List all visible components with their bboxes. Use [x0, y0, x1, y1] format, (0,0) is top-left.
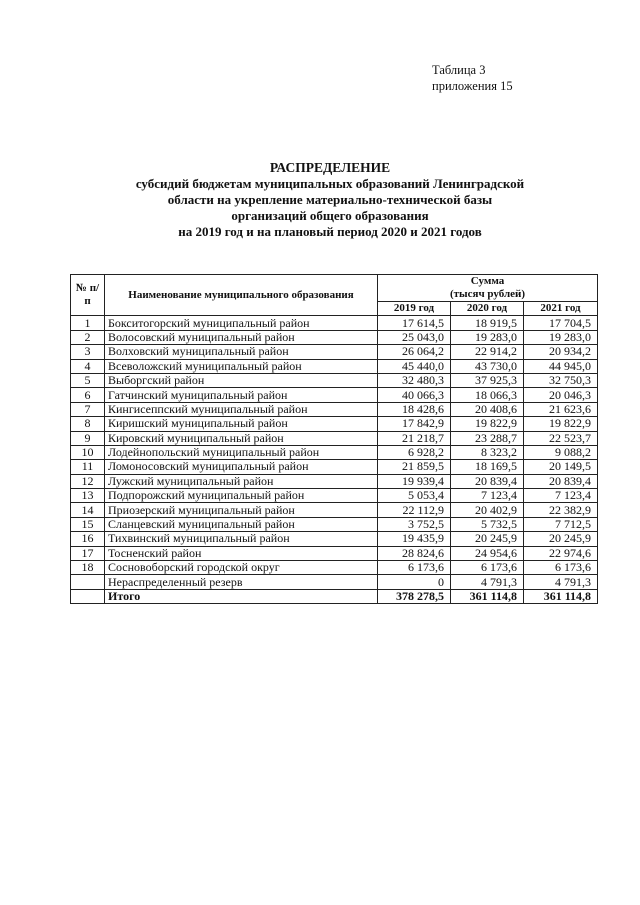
table-row — [71, 503, 598, 517]
amount-2020: 18 169,5 — [451, 460, 524, 474]
table-number: Таблица 3 — [432, 63, 486, 77]
row-number: 9 — [71, 431, 105, 445]
amount-2020: 20 408,6 — [451, 402, 524, 416]
municipality-name: Гатчинский муниципальный район — [105, 388, 378, 402]
amount-2021: 20 839,4 — [524, 474, 598, 488]
amount-2021: 7 123,4 — [524, 489, 598, 503]
heading-line-2: области на укрепление материально-технической базы — [167, 192, 493, 207]
table-row — [71, 561, 598, 575]
amount-2021: 6 173,6 — [524, 561, 598, 575]
heading-line-1: субсидий бюджетам муниципальных образований Ленинградской — [135, 176, 525, 191]
year-header-2021: 2021 год — [524, 302, 598, 316]
amount-2019: 40 066,3 — [378, 388, 451, 402]
municipality-name: Волосовский муниципальный район — [105, 330, 378, 344]
row-number: 18 — [71, 561, 105, 575]
municipality-name: Лодейнопольский муниципальный район — [105, 445, 378, 459]
table-row — [71, 388, 598, 402]
amount-2019: 6 928,2 — [378, 445, 451, 459]
amount-2019: 28 824,6 — [378, 546, 451, 560]
municipality-name: Подпорожский муниципальный район — [105, 489, 378, 503]
amount-2021: 19 283,0 — [524, 330, 598, 344]
table-row — [71, 402, 598, 416]
table-row — [71, 460, 598, 474]
year-header-2019: 2019 год — [378, 302, 451, 316]
amount-2021: 17 704,5 — [524, 316, 598, 330]
row-number: 15 — [71, 517, 105, 531]
appendix-number: приложения 15 — [432, 79, 513, 93]
municipality-name: Киришский муниципальный район — [105, 417, 378, 431]
row-number: 3 — [71, 345, 105, 359]
table-row — [71, 474, 598, 488]
table-row — [71, 546, 598, 560]
amount-2020: 37 925,3 — [451, 373, 524, 387]
amount-2020: 4 791,3 — [451, 575, 524, 589]
column-header-sum — [378, 275, 598, 302]
municipality-name: Ломоносовский муниципальный район — [105, 460, 378, 474]
municipality-name: Бокситогорский муниципальный район — [105, 316, 378, 330]
amount-2019: 21 859,5 — [378, 460, 451, 474]
amount-2019: 18 428,6 — [378, 402, 451, 416]
table-row — [71, 345, 598, 359]
amount-2020: 7 123,4 — [451, 489, 524, 503]
table-row — [71, 373, 598, 387]
amount-2019: 17 614,5 — [378, 316, 451, 330]
table-row — [71, 445, 598, 459]
row-number: 11 — [71, 460, 105, 474]
table-row — [71, 489, 598, 503]
municipality-name: Сосновоборский городской округ — [105, 561, 378, 575]
distribution-table — [70, 274, 598, 604]
municipality-name: Приозерский муниципальный район — [105, 503, 378, 517]
amount-2019: 25 043,0 — [378, 330, 451, 344]
sum-label: Сумма — [470, 275, 505, 287]
municipality-name: Всеволожский муниципальный район — [105, 359, 378, 373]
amount-2019: 5 053,4 — [378, 489, 451, 503]
municipality-name: Выборгский район — [105, 373, 378, 387]
amount-2020: 8 323,2 — [451, 445, 524, 459]
amount-2021: 4 791,3 — [524, 575, 598, 589]
amount-2020: 20 839,4 — [451, 474, 524, 488]
amount-2021: 21 623,6 — [524, 402, 598, 416]
amount-2019: 21 218,7 — [378, 431, 451, 445]
table-reference — [432, 62, 513, 94]
row-number: 10 — [71, 445, 105, 459]
amount-2020: 5 732,5 — [451, 517, 524, 531]
amount-2019: 3 752,5 — [378, 517, 451, 531]
amount-2020: 22 914,2 — [451, 345, 524, 359]
table-row — [71, 517, 598, 531]
row-number: 2 — [71, 330, 105, 344]
amount-2019: 22 112,9 — [378, 503, 451, 517]
row-number: 16 — [71, 532, 105, 546]
total-2019: 378 278,5 — [378, 589, 451, 603]
sum-unit: (тысяч рублей) — [449, 288, 526, 300]
municipality-name: Тихвинский муниципальный район — [105, 532, 378, 546]
amount-2021: 22 382,9 — [524, 503, 598, 517]
amount-2019: 0 — [378, 575, 451, 589]
amount-2019: 6 173,6 — [378, 561, 451, 575]
table-row — [71, 330, 598, 344]
amount-2021: 44 945,0 — [524, 359, 598, 373]
row-number: 5 — [71, 373, 105, 387]
amount-2020: 24 954,6 — [451, 546, 524, 560]
amount-2021: 9 088,2 — [524, 445, 598, 459]
table-row — [71, 532, 598, 546]
amount-2021: 20 149,5 — [524, 460, 598, 474]
amount-2021: 32 750,3 — [524, 373, 598, 387]
row-number: 17 — [71, 546, 105, 560]
amount-2019: 19 435,9 — [378, 532, 451, 546]
amount-2020: 19 283,0 — [451, 330, 524, 344]
amount-2019: 17 842,9 — [378, 417, 451, 431]
amount-2020: 20 245,9 — [451, 532, 524, 546]
total-label: Итого — [105, 589, 378, 603]
amount-2019: 19 939,4 — [378, 474, 451, 488]
amount-2021: 20 046,3 — [524, 388, 598, 402]
table-row — [71, 575, 598, 589]
row-number: 4 — [71, 359, 105, 373]
table-body — [71, 316, 598, 604]
amount-2020: 23 288,7 — [451, 431, 524, 445]
column-header-number: № п/п — [71, 275, 105, 316]
amount-2019: 45 440,0 — [378, 359, 451, 373]
column-header-name: Наименование муниципального образования — [105, 275, 378, 316]
heading-line-4: на 2019 год и на плановый период 2020 и 2021 годов — [178, 224, 482, 239]
total-number-cell — [71, 589, 105, 603]
total-2020: 361 114,8 — [451, 589, 524, 603]
amount-2020: 43 730,0 — [451, 359, 524, 373]
amount-2021: 20 934,2 — [524, 345, 598, 359]
amount-2019: 26 064,2 — [378, 345, 451, 359]
row-number: 1 — [71, 316, 105, 330]
amount-2020: 19 822,9 — [451, 417, 524, 431]
amount-2021: 22 974,6 — [524, 546, 598, 560]
document-heading — [100, 160, 560, 240]
municipality-name: Кировский муниципальный район — [105, 431, 378, 445]
total-2021: 361 114,8 — [524, 589, 598, 603]
municipality-name: Сланцевский муниципальный район — [105, 517, 378, 531]
municipality-name: Волховский муниципальный район — [105, 345, 378, 359]
row-number: 8 — [71, 417, 105, 431]
amount-2020: 18 919,5 — [451, 316, 524, 330]
table-row — [71, 316, 598, 330]
amount-2020: 6 173,6 — [451, 561, 524, 575]
row-number: 13 — [71, 489, 105, 503]
amount-2021: 22 523,7 — [524, 431, 598, 445]
year-header-2020: 2020 год — [451, 302, 524, 316]
municipality-name: Нераспределенный резерв — [105, 575, 378, 589]
heading-title: РАСПРЕДЕЛЕНИЕ — [269, 160, 391, 175]
amount-2020: 20 402,9 — [451, 503, 524, 517]
row-number: 6 — [71, 388, 105, 402]
row-number — [71, 575, 105, 589]
amount-2019: 32 480,3 — [378, 373, 451, 387]
amount-2021: 19 822,9 — [524, 417, 598, 431]
amount-2020: 18 066,3 — [451, 388, 524, 402]
heading-line-3: организаций общего образования — [231, 208, 429, 223]
table-row — [71, 359, 598, 373]
amount-2021: 20 245,9 — [524, 532, 598, 546]
row-number: 12 — [71, 474, 105, 488]
total-row — [71, 589, 598, 603]
amount-2021: 7 712,5 — [524, 517, 598, 531]
municipality-name: Лужский муниципальный район — [105, 474, 378, 488]
municipality-name: Кингисеппский муниципальный район — [105, 402, 378, 416]
row-number: 7 — [71, 402, 105, 416]
row-number: 14 — [71, 503, 105, 517]
municipality-name: Тосненский район — [105, 546, 378, 560]
table-row — [71, 417, 598, 431]
table-header-row — [71, 275, 598, 302]
table-row — [71, 431, 598, 445]
